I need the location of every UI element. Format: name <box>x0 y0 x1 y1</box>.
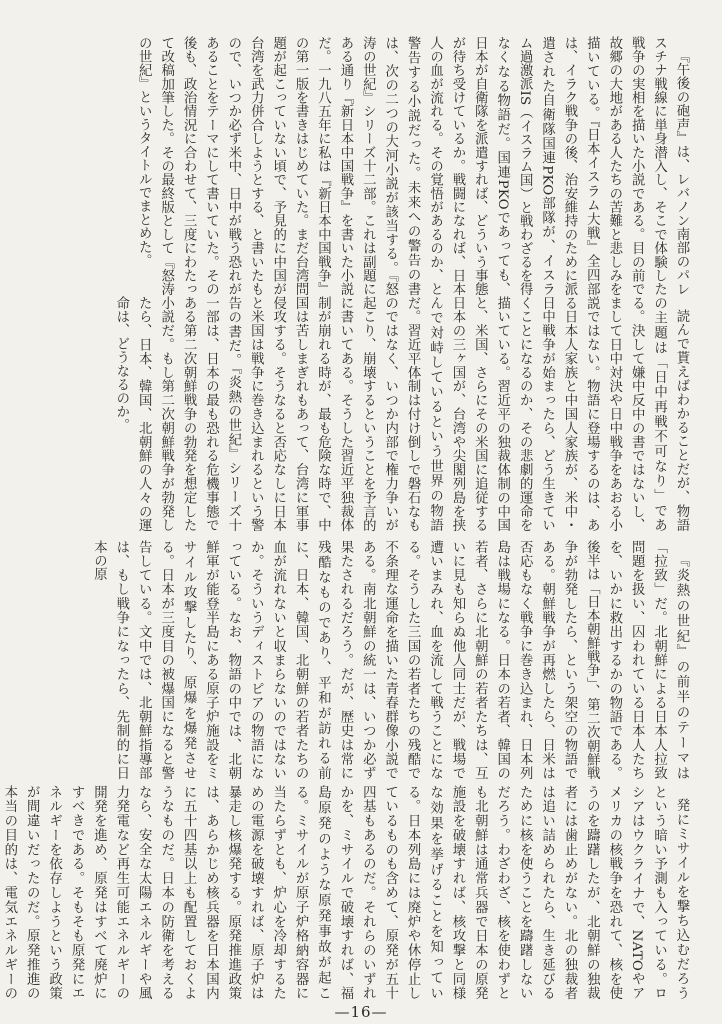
body-text-2: 読んで貰えばわかることだが、物語の主題は「日中再戦不可なり」である。決して嫌中反中の書ではないし、まして日中対決や日中戦争をあおる小説ではない。物語に登場するのは、ある日本人家族と中国人家族が、米中・日中戦争が始まったら、どう生きていくことになるのか、その悲劇的運命を描いている。習近平の独裁体制の中国と、米国、さらにその米国に追従する日本の三ヶ国が、台湾や尖閣列島を挟んで対峙しているという世界の物語だ。習近平体制は付け倒しで磐石なものではなく、いつか内部で権力争いが起こり、崩壊するということを予言的に書いてある。そうした習近平独裁体制が崩れる時が、最も危険な時で、中国は苦しまぎれもあって、台湾に軍事侵攻する。そうなると否応なしに日本と米国は戦争に巻き込まれるという警告の書だ。『炎熱の世紀』シリーズ十一部は、日本の最も恐れる危機事態である第二次朝鮮戦争の勃発を想定した小説だ。もし第二次朝鮮戦争が勃発したら、日本、韓国、北朝鮮の人々の運命は、どうなるのか。 <box>113 296 689 532</box>
page-number: —16— <box>334 1003 388 1021</box>
body-text-4: 発にミサイルを撃ち込むだろうという暗い予測も入っている。ロシアはウクライナで、NATOやアメリカの核戦争を恐れて、核を使うのを躊躇したが、北朝鮮の独裁者には歯止めがない。北の独裁者は追い詰められたら、生き延びるために核を使うことを躊躇しないだろう。わざわざ、核を使わずとも北朝鮮は通常兵器で日本の原発施設を破壊すれば、核攻撃と同様な効果を挙げることを知っている。日本列島には廃炉や休停止しているものも含めて、原発が五十四基もあるのだ。それらのいずれかを、ミサイルで破壊すれば、福島原発のような原発事故が起こる。ミサイルが原子炉格納容器に当たらずとも、炉心を冷却するための電源を破壊すれば、原子炉は暴走し核爆発する。原発推進政策は、あらかじめ核兵器を日本国内に五十四基以上も配置しておくようなものだ。日本の防衛を考えるなら、安全な太陽エネルギーや風力発電など再生可能エネルギーの開発を進め、原発はすべて廃炉にすべきである。そもそも原発にエネルギーを依存しようという政策が間違いだったのだ。原発推進の本当の目的は、電気エネルギーの <box>1 785 689 1000</box>
text-tier-3 <box>30 540 692 780</box>
body-text-3: 『炎熱の世紀』の前半のテーマは「拉致」だ。北朝鮮による日本人拉致問題を扱い、囚われている日本人たちを、いかに救出するかの物語である。後半は「日本朝鮮戦争」、第二次朝鮮戦争が勃発したら、という架空の物語である。朝鮮戦争が再燃したら、日米は否応もなく戦争に巻き込まれ、日本列島は戦場になる。日本の若者、韓国の若者、さらに北朝鮮の若者たちは、互いに見も知らぬ他人同士だが、戦場で遭いまみれ、血を流して戦うことになる。そうした三国の若者たちの残酷で不条理な運命を描いた青春群像小説である。南北朝鮮の統一は、いつか必ず果たされるだろう。だが、歴史は常に残酷なものであり、平和が訪れる前に、日本、韓国、北朝鮮の若者たちの血が流れないと収まらないのではないか。そういうディストピアの物語になっている。なお、物語の中では、北朝鮮軍が能登半島にある原子炉施設をミサイル攻撃したり、原爆を爆発させる。日本が三度目の被爆国になると警告している。文中では、北朝鮮指導部は、もし戦争になったら、先制的に日本の原 <box>91 540 689 780</box>
body-text-1: 『午後の砲声』は、レバノン南部のパレスチナ戦線に単身潜入し、そこで体験した戦争の実相を描いた小説である。目の前で故郷の大地がある人たちの苦難と悲しみを描いている。『日本イスラム大戦』全四部は、イラク戦争の後、治安維持のために派遣された自衛隊国連PKO部隊が、イスラム過激派IS（イスラム国）と戦わざるを得なくなる物語だ。国連PKOであっても、日本が自衛隊を派遣すれば、どういう事態が待ち受けているか。戦闘になれば、日本人の血が流れる。その覚悟があるのか、と警告する小説だった。未来への警告の書は、次の二つの大河小説が該当する。『怒涛の世紀』シリーズ十二部。これは副題にある通り『新日本中国戦争』を書いた小説だ。一九八五年に私は『新日本中国戦争』の第一版を書きはじめていた。まだ台湾問題が起こっていない頃で、予見的に中国が台湾を武力併合しようとする、と書いたもので、いつか必ず米中、日中が戦う恐れがあることをテーマにして書いていた。その後も、政治情況に合わせて、三度にわたって改稿加筆した。その最終版として『怒涛の世紀』というタイトルでまとめた。 <box>136 36 689 296</box>
text-tier-2 <box>30 296 692 532</box>
text-tier-1 <box>30 36 692 296</box>
text-tier-4 <box>1 785 692 1000</box>
